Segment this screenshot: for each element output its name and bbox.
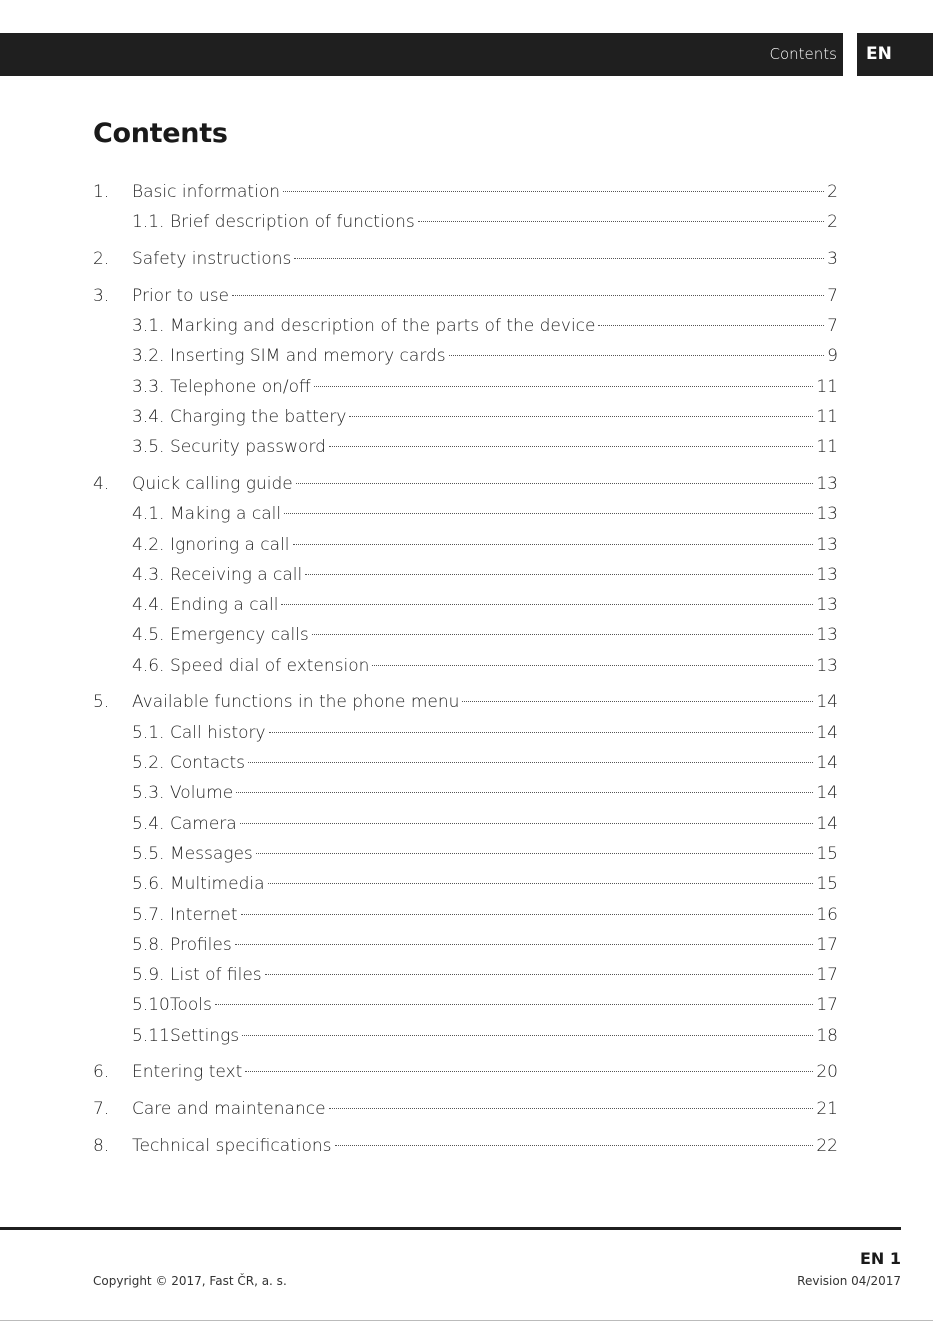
toc-dot-leader	[236, 788, 813, 793]
toc-entry-label: Ignoring a call	[170, 534, 290, 555]
toc-entry-label: Settings	[170, 1025, 240, 1046]
toc-dot-leader	[268, 879, 814, 884]
toc-entry-label: Ending a call	[170, 595, 279, 616]
footer-divider	[0, 1227, 901, 1230]
toc-entry-label: Speed dial of extension	[170, 655, 370, 676]
toc-dot-leader	[232, 291, 824, 296]
toc-dot-leader	[242, 1031, 813, 1036]
toc-entry-number: 1.	[93, 182, 110, 202]
toc-entry-page: 9	[827, 346, 838, 367]
toc-entry[interactable]	[93, 841, 838, 867]
toc-entry-page: 3	[827, 249, 838, 269]
toc-entry[interactable]	[93, 343, 838, 369]
toc-entry-label: Volume	[170, 783, 234, 804]
toc-dot-leader	[245, 1067, 813, 1072]
toc-entry-number: 5.	[93, 692, 110, 713]
toc-entry-page: 7	[827, 285, 838, 306]
toc-entry-number: 4.5.	[132, 625, 165, 646]
toc-entry[interactable]	[93, 562, 838, 588]
toc-entry-label: Internet	[170, 904, 238, 925]
toc-entry-number: 7.	[93, 1099, 110, 1120]
toc-entry-page: 14	[816, 692, 838, 713]
toc-entry[interactable]	[93, 653, 838, 679]
toc-entry-page: 11	[816, 406, 838, 427]
toc-entry-number: 4.6.	[132, 655, 165, 676]
toc-entry-page: 13	[816, 595, 838, 616]
toc-entry[interactable]	[93, 689, 838, 715]
header-section-title: Contents	[769, 45, 837, 63]
toc-dot-leader	[335, 1141, 814, 1146]
toc-entry[interactable]	[93, 750, 838, 776]
toc-entry-number: 1.1.	[132, 212, 165, 233]
toc-dot-leader	[418, 217, 824, 222]
toc-entry[interactable]	[93, 209, 838, 235]
toc-entry-number: 6.	[93, 1062, 110, 1083]
toc-entry-page: 14	[816, 722, 838, 743]
toc-dot-leader	[241, 910, 814, 915]
toc-entry-label: Tools	[170, 995, 212, 1016]
toc-entry-page: 11	[816, 437, 838, 458]
toc-entry[interactable]	[93, 1133, 838, 1159]
toc-entry-label: Entering text	[132, 1062, 243, 1083]
toc-dot-leader	[329, 1104, 814, 1109]
toc-entry-label: Available functions in the phone menu	[132, 692, 460, 713]
toc-entry-number: 5.7.	[132, 904, 165, 925]
toc-dot-leader	[329, 442, 813, 447]
toc-entry-number: 5.8.	[132, 934, 165, 955]
header-language-tab: EN	[857, 33, 933, 76]
toc-entry-label: Making a call	[170, 504, 282, 525]
footer-page-number: EN 1	[859, 1249, 901, 1268]
toc-entry-page: 13	[816, 655, 838, 676]
footer-revision: Revision 04/2017	[797, 1274, 901, 1288]
toc-entry[interactable]	[93, 780, 838, 806]
toc-entry-page: 21	[816, 1099, 838, 1120]
toc-entry[interactable]	[93, 1096, 838, 1122]
toc-entry-number: 5.6.	[132, 874, 165, 895]
toc-entry-label: Inserting SIM and memory cards	[170, 346, 446, 367]
toc-entry-label: Brief description of functions	[170, 212, 415, 233]
toc-dot-leader	[265, 970, 814, 975]
toc-entry[interactable]	[93, 471, 838, 497]
toc-entry-page: 14	[816, 783, 838, 804]
toc-dot-leader	[293, 540, 814, 545]
toc-entry-number: 3.	[93, 285, 110, 306]
toc-entry[interactable]	[93, 501, 838, 527]
toc-entry-number: 5.2.	[132, 753, 165, 773]
toc-entry-label: Multimedia	[170, 874, 265, 895]
toc-entry[interactable]	[93, 622, 838, 648]
toc-entry-label: Telephone on/off	[170, 376, 311, 397]
toc-entry-label: Messages	[170, 843, 253, 864]
toc-dot-leader	[305, 570, 813, 575]
toc-dot-leader	[269, 728, 814, 733]
toc-entry-number: 5.4.	[132, 813, 165, 834]
toc-entry-number: 5.10.	[132, 995, 176, 1016]
toc-entry-page: 17	[816, 995, 838, 1016]
toc-dot-leader	[283, 187, 824, 192]
toc-entry-label: Profiles	[170, 934, 232, 955]
toc-entry-page: 7	[827, 316, 838, 336]
toc-dot-leader	[372, 661, 813, 666]
toc-dot-leader	[240, 819, 814, 824]
toc-entry[interactable]	[93, 246, 838, 272]
toc-dot-leader	[256, 849, 814, 854]
toc-entry-page: 13	[816, 564, 838, 585]
toc-entry-number: 2.	[93, 249, 110, 269]
header-bar	[0, 33, 843, 76]
toc-dot-leader	[215, 1000, 813, 1005]
toc-entry-number: 8.	[93, 1135, 110, 1156]
toc-dot-leader	[248, 758, 813, 763]
toc-entry[interactable]	[93, 1023, 838, 1049]
toc-entry-label: Call history	[170, 722, 266, 743]
page-bottom-edge	[0, 1320, 933, 1321]
toc-entry-label: Safety instructions	[132, 249, 292, 269]
toc-entry-page: 15	[816, 843, 838, 864]
toc-dot-leader	[235, 940, 814, 945]
toc-entry[interactable]	[93, 1059, 838, 1085]
toc-entry-page: 20	[816, 1062, 838, 1083]
toc-entry-page: 2	[827, 212, 838, 233]
toc-entry-number: 4.2.	[132, 534, 165, 555]
toc-entry-label: Charging the battery	[170, 406, 347, 427]
toc-entry[interactable]	[93, 434, 838, 460]
toc-dot-leader	[462, 697, 813, 702]
toc-entry-number: 4.	[93, 473, 110, 494]
toc-entry-page: 14	[816, 813, 838, 834]
toc-entry[interactable]	[93, 374, 838, 400]
toc-entry-page: 22	[816, 1135, 838, 1156]
footer-copyright: Copyright © 2017, Fast ČR, a. s.	[93, 1274, 287, 1288]
toc-entry-number: 5.3.	[132, 783, 165, 804]
toc-entry[interactable]	[93, 313, 838, 339]
page-title: Contents	[93, 118, 228, 149]
toc-entry-label: Technical specifications	[132, 1135, 332, 1156]
toc-entry[interactable]	[93, 179, 838, 205]
toc-entry[interactable]	[93, 283, 838, 309]
toc-dot-leader	[281, 600, 813, 605]
toc-dot-leader	[312, 630, 814, 635]
toc-entry-page: 2	[827, 182, 838, 202]
toc-entry[interactable]	[93, 902, 838, 928]
toc-entry-page: 16	[816, 904, 838, 925]
toc-entry-label: Receiving a call	[170, 564, 303, 585]
toc-entry-number: 4.1.	[132, 504, 165, 525]
toc-entry-label: Prior to use	[132, 285, 230, 306]
toc-entry-page: 11	[816, 376, 838, 397]
toc-entry-page: 14	[816, 753, 838, 773]
toc-dot-leader	[314, 382, 814, 387]
toc-entry-number: 5.9.	[132, 965, 165, 986]
toc-entry-label: Care and maintenance	[132, 1099, 326, 1120]
toc-entry-page: 13	[816, 534, 838, 555]
toc-entry-number: 4.4.	[132, 595, 165, 616]
toc-entry[interactable]	[93, 592, 838, 618]
toc-entry-label: Security password	[170, 437, 326, 458]
toc-entry[interactable]	[93, 871, 838, 897]
toc-entry-page: 15	[816, 874, 838, 895]
toc-entry-number: 5.5.	[132, 843, 165, 864]
toc-entry-label: Camera	[170, 813, 237, 834]
toc-entry-label: Emergency calls	[170, 625, 309, 646]
toc-entry-number: 5.11.	[132, 1025, 176, 1046]
toc-entry-number: 3.3.	[132, 376, 165, 397]
toc-entry-label: Contacts	[170, 753, 245, 773]
toc-entry-label: Quick calling guide	[132, 473, 293, 494]
toc-entry[interactable]	[93, 962, 838, 988]
toc-dot-leader	[349, 412, 813, 417]
toc-dot-leader	[598, 321, 824, 326]
toc-entry-page: 17	[816, 965, 838, 986]
toc-entry-page: 13	[816, 473, 838, 494]
toc-entry-number: 5.1.	[132, 722, 165, 743]
toc-entry-page: 17	[816, 934, 838, 955]
toc-entry-label: List of files	[170, 965, 262, 986]
toc-dot-leader	[449, 351, 825, 356]
toc-entry-page: 13	[816, 625, 838, 646]
toc-entry[interactable]	[93, 932, 838, 958]
toc-entry-page: 18	[816, 1025, 838, 1046]
toc-entry-page: 13	[816, 504, 838, 525]
toc-entry[interactable]	[93, 811, 838, 837]
toc-entry[interactable]	[93, 992, 838, 1018]
toc-entry[interactable]	[93, 720, 838, 746]
toc-entry[interactable]	[93, 404, 838, 430]
toc-entry-number: 3.5.	[132, 437, 165, 458]
toc-entry-number: 3.4.	[132, 406, 165, 427]
toc-entry-label: Marking and description of the parts of the device	[170, 316, 596, 336]
toc-dot-leader	[294, 254, 824, 259]
toc-entry-number: 3.1.	[132, 316, 165, 336]
toc-dot-leader	[284, 509, 813, 514]
toc-entry-label: Basic information	[132, 182, 280, 202]
toc-entry[interactable]	[93, 532, 838, 558]
toc-entry-number: 3.2.	[132, 346, 165, 367]
toc-entry-number: 4.3.	[132, 564, 165, 585]
toc-dot-leader	[296, 479, 814, 484]
